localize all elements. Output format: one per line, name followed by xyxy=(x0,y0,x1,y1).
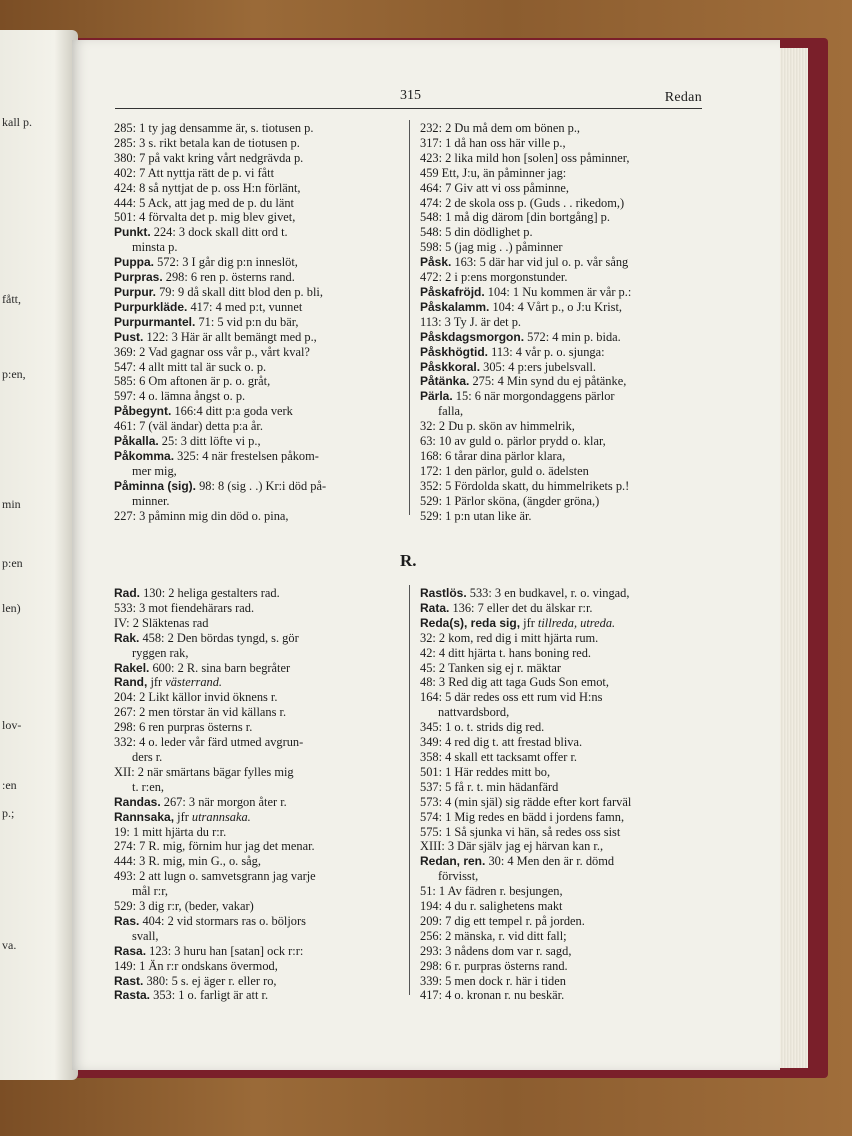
left-page-fragment: fått, xyxy=(2,292,21,306)
running-head xyxy=(115,86,702,109)
index-line xyxy=(114,780,404,795)
index-line xyxy=(420,404,710,419)
entry-text: 402: 7 Att nyttja rätt de p. vi fått xyxy=(114,165,275,180)
entry-text: svall, xyxy=(132,928,159,943)
index-line xyxy=(114,765,404,780)
index-line xyxy=(420,196,710,211)
headword: Pärla. xyxy=(420,389,453,404)
index-line xyxy=(114,196,404,211)
entry-text: 529: 1 Pärlor sköna, (ängder gröna,) xyxy=(420,493,600,508)
index-line xyxy=(420,225,710,240)
headword: Påkomma. xyxy=(114,448,175,463)
index-line xyxy=(114,181,404,196)
index-line xyxy=(420,586,710,601)
headword: Reda(s), reda sig, xyxy=(420,615,521,630)
running-head-word: Redan xyxy=(664,90,702,105)
index-line xyxy=(420,270,710,285)
index-line xyxy=(420,419,710,434)
index-line xyxy=(114,988,404,1003)
index-line xyxy=(420,616,710,631)
entry-text: 63: 10 av guld o. pärlor prydd o. klar, xyxy=(420,434,606,449)
index-line xyxy=(114,479,404,494)
entry-text: 104: 1 Nu kommen är vår p.: xyxy=(484,284,632,299)
entry-text: 298: 6 ren p. österns rand. xyxy=(162,270,295,285)
left-page-fragment: p:en xyxy=(2,556,23,570)
index-line xyxy=(114,210,404,225)
left-page-fragment: len) xyxy=(2,601,21,615)
entry-text: 424: 8 så nyttjat de p. oss H:n förlänt, xyxy=(114,180,301,195)
entry-text: 130: 2 heliga gestalters rad. xyxy=(140,586,280,600)
entry-text: 164: 5 där redes oss ett rum vid H:ns xyxy=(420,690,603,705)
index-line xyxy=(420,434,710,449)
index-line xyxy=(420,675,710,690)
entry-text: 573: 4 (min själ) sig rädde efter kort farväl xyxy=(420,794,632,809)
index-line xyxy=(420,839,710,854)
entry-text: 317: 1 då han oss här ville p., xyxy=(420,135,566,150)
index-line xyxy=(420,690,710,705)
index-line xyxy=(420,631,710,646)
index-line xyxy=(114,419,404,434)
top-left-column xyxy=(114,121,404,523)
entry-text: 275: 4 Min synd du ej påtänke, xyxy=(469,374,627,389)
index-line xyxy=(114,646,404,661)
entry-text: 123: 3 huru han [satan] ock r:r: xyxy=(146,943,304,958)
entry-text: 42: 4 ditt hjärta t. hans boning red. xyxy=(420,645,592,660)
headword: Påbegynt. xyxy=(114,404,172,419)
entry-text: 113: 4 vår p. o. sjunga: xyxy=(488,344,605,359)
entry-text: ryggen rak, xyxy=(132,645,189,660)
left-page-fragment: lov- xyxy=(2,718,22,732)
headword: Påskhögtid. xyxy=(420,344,489,359)
entry-text: 575: 1 Så sjunka vi hän, så redes oss sist xyxy=(420,824,621,839)
entry-text: 149: 1 Än r:r ondskans övermod, xyxy=(114,958,278,973)
index-line xyxy=(114,944,404,959)
index-line xyxy=(420,479,710,494)
index-line xyxy=(420,884,710,899)
entry-text: 267: 3 när morgon åter r. xyxy=(160,794,287,809)
headword: Rata. xyxy=(420,600,450,615)
left-page-fragment: p.; xyxy=(2,806,15,820)
entry-text: 32: 2 kom, red dig i mitt hjärta rum. xyxy=(420,630,599,645)
headword: Rastlös. xyxy=(420,586,467,600)
entry-text: 232: 2 Du må dem om bönen p., xyxy=(420,121,581,135)
index-line xyxy=(114,225,404,240)
entry-text: jfr xyxy=(174,809,192,824)
index-line xyxy=(420,494,710,509)
headword: Rakel. xyxy=(114,660,150,675)
index-line xyxy=(114,869,404,884)
entry-text: 339: 5 men dock r. här i tiden xyxy=(420,973,566,988)
index-line xyxy=(114,631,404,646)
entry-text: 285: 1 ty jag densamme är, s. tiotusen p. xyxy=(114,121,314,135)
left-page-fragment: p:en, xyxy=(2,367,26,381)
index-line xyxy=(420,464,710,479)
entry-text: 104: 4 Vårt p., o J:u Krist, xyxy=(489,299,623,314)
headword: Pust. xyxy=(114,329,144,344)
entry-text: 305: 4 p:ers jubelsvall. xyxy=(480,359,597,374)
entry-text: 51: 1 Av fädren r. besjungen, xyxy=(420,884,563,899)
index-line xyxy=(420,661,710,676)
index-line xyxy=(420,300,710,315)
index-line xyxy=(114,825,404,840)
headword: Rak. xyxy=(114,630,140,645)
index-line xyxy=(114,795,404,810)
index-line xyxy=(420,825,710,840)
index-line xyxy=(420,869,710,884)
index-line xyxy=(420,389,710,404)
headword: Rasa. xyxy=(114,943,147,958)
index-line xyxy=(420,974,710,989)
index-line xyxy=(114,675,404,690)
index-line xyxy=(420,765,710,780)
index-line xyxy=(420,285,710,300)
left-page-fragment: min xyxy=(2,497,21,511)
entry-text: 472: 2 i p:ens morgonstunder. xyxy=(420,270,568,285)
bottom-left-column xyxy=(114,586,404,1003)
index-line xyxy=(114,464,404,479)
entry-text: 325: 4 när frestelsen påkom- xyxy=(174,448,319,463)
entry-text: 163: 5 där har vid jul o. p. vår sång xyxy=(451,255,629,270)
entry-text: 533: 3 en budkavel, r. o. vingad, xyxy=(466,586,630,600)
entry-text: 227: 3 påminn mig din död o. pina, xyxy=(114,508,289,523)
entry-text: 353: 1 o. farligt är att r. xyxy=(150,988,269,1003)
index-line xyxy=(114,121,404,136)
headword: Puppa. xyxy=(114,255,155,270)
headword: Rad. xyxy=(114,586,141,600)
headword: Rasta. xyxy=(114,988,151,1003)
entry-text: 529: 1 p:n utan like är. xyxy=(420,508,532,523)
index-line xyxy=(420,780,710,795)
headword: Purpras. xyxy=(114,270,163,285)
entry-text: 194: 4 du r. salighetens makt xyxy=(420,899,563,914)
column-divider-bottom xyxy=(409,585,410,995)
index-line xyxy=(114,661,404,676)
entry-text: 459 Ett, J:u, än påminner jag: xyxy=(420,165,567,180)
index-line xyxy=(114,270,404,285)
entry-text: 574: 1 Mig redes en bädd i jordens famn, xyxy=(420,809,625,824)
entry-text: 598: 5 (jag mig . .) påminner xyxy=(420,240,563,255)
entry-text: 444: 5 Ack, att jag med de p. du länt xyxy=(114,195,294,210)
index-line xyxy=(114,884,404,899)
index-line xyxy=(420,988,710,1003)
entry-text: minsta p. xyxy=(132,240,178,255)
entry-text: XIII: 3 Där själv jag ej härvan kan r., xyxy=(420,839,604,854)
index-line xyxy=(114,720,404,735)
index-line xyxy=(420,735,710,750)
headword: Redan, ren. xyxy=(420,854,486,869)
entry-text: 256: 2 mänska, r. vid ditt fall; xyxy=(420,928,567,943)
entry-text: nattvardsbord, xyxy=(438,705,510,720)
index-line xyxy=(114,616,404,631)
index-line xyxy=(114,300,404,315)
cross-reference: utrannsaka. xyxy=(191,809,251,824)
entry-text: 25: 3 ditt löfte vi p., xyxy=(158,434,261,449)
index-line xyxy=(420,181,710,196)
index-line xyxy=(420,854,710,869)
entry-text: 209: 7 dig ett tempel r. på jorden. xyxy=(420,913,585,928)
left-page xyxy=(0,30,78,1080)
index-line xyxy=(114,810,404,825)
index-line xyxy=(114,345,404,360)
index-line xyxy=(420,750,710,765)
headword: Påminna (sig). xyxy=(114,478,197,493)
entry-text: 285: 3 s. rikt betala kan de tiotusen p. xyxy=(114,135,300,150)
entry-text: 79: 9 då skall ditt blod den p. bli, xyxy=(156,284,323,299)
index-line xyxy=(420,374,710,389)
entry-text: 15: 6 när morgondaggens pärlor xyxy=(452,389,615,404)
entry-text: 71: 5 vid p:n du bär, xyxy=(195,314,299,329)
entry-text: 464: 7 Giv att vi oss påminne, xyxy=(420,180,570,195)
index-line xyxy=(420,136,710,151)
column-divider-top xyxy=(409,120,410,515)
top-right-column xyxy=(420,121,710,523)
index-line xyxy=(420,449,710,464)
entry-text: 548: 1 må dig därom [din bortgång] p. xyxy=(420,210,610,225)
index-line xyxy=(420,601,710,616)
index-line xyxy=(114,705,404,720)
entry-text: 444: 3 R. mig, min G., o. såg, xyxy=(114,854,261,869)
entry-text: 345: 1 o. t. strids dig red. xyxy=(420,720,545,735)
index-line xyxy=(420,705,710,720)
index-line xyxy=(114,839,404,854)
index-line xyxy=(114,136,404,151)
index-line xyxy=(420,360,710,375)
headword: Rand, xyxy=(114,675,148,690)
entry-text: 369: 2 Vad gagnar oss vår p., vårt kval? xyxy=(114,344,310,359)
index-line xyxy=(420,899,710,914)
headword: Påskalamm. xyxy=(420,299,490,314)
headword: Påskafröjd. xyxy=(420,284,485,299)
index-line xyxy=(420,240,710,255)
entry-text: 417: 4 med p:t, vunnet xyxy=(187,299,303,314)
bottom-right-column xyxy=(420,586,710,1003)
entry-text: t. r:en, xyxy=(132,779,164,794)
entry-text: 458: 2 Den bördas tyngd, s. gör xyxy=(139,630,299,645)
index-line xyxy=(420,929,710,944)
headword: Påkalla. xyxy=(114,434,159,449)
page-number: 315 xyxy=(400,88,421,103)
headword: Purpurkläde. xyxy=(114,299,188,314)
entry-text: IV: 2 Släktenas rad xyxy=(114,615,209,630)
index-line xyxy=(420,345,710,360)
entry-text: 30: 4 Men den är r. dömd xyxy=(485,854,615,869)
entry-text: 168: 6 tårar dina pärlor klara, xyxy=(420,448,566,463)
index-line xyxy=(114,601,404,616)
index-line xyxy=(420,944,710,959)
entry-text: 501: 1 Här reddes mitt bo, xyxy=(420,764,551,779)
index-line xyxy=(114,389,404,404)
index-line xyxy=(114,374,404,389)
index-line xyxy=(114,315,404,330)
entry-text: falla, xyxy=(438,404,464,419)
entry-text: 529: 3 dig r:r, (beder, vakar) xyxy=(114,899,254,914)
entry-text: 204: 2 Likt källor invid öknens r. xyxy=(114,690,278,705)
index-line xyxy=(114,735,404,750)
headword: Randas. xyxy=(114,794,161,809)
entry-text: XII: 2 när smärtans bägar fylles mig xyxy=(114,764,294,779)
entry-text: 533: 3 mot fiendehärars rad. xyxy=(114,600,255,615)
entry-text: 380: 5 s. ej äger r. eller ro, xyxy=(143,973,277,988)
entry-text: 474: 2 de skola oss p. (Guds . . rikedom,) xyxy=(420,195,625,210)
entry-text: 349: 4 red dig t. att frestad bliva. xyxy=(420,735,583,750)
index-line xyxy=(420,720,710,735)
index-line xyxy=(114,404,404,419)
headword: Rast. xyxy=(114,973,144,988)
entry-text: 423: 2 lika mild hon [solen] oss påminner, xyxy=(420,150,630,165)
entry-text: 224: 3 dock skall ditt ord t. xyxy=(150,225,288,240)
entry-text: 298: 6 ren purpras österns r. xyxy=(114,720,253,735)
index-line xyxy=(114,899,404,914)
entry-text: 493: 2 att lugn o. samvetsgrann jag varje xyxy=(114,869,316,884)
headword: Påsk. xyxy=(420,255,452,270)
index-line xyxy=(114,690,404,705)
entry-text: 274: 7 R. mig, förnim hur jag det menar. xyxy=(114,839,315,854)
headword: Purpurmantel. xyxy=(114,314,196,329)
entry-text: 172: 1 den pärlor, guld o. ädelsten xyxy=(420,463,589,478)
index-line xyxy=(420,810,710,825)
cross-reference: tillreda, utreda. xyxy=(537,615,616,630)
index-line xyxy=(420,330,710,345)
entry-text: 32: 2 Du p. skön av himmelrik, xyxy=(420,419,575,434)
index-line xyxy=(420,795,710,810)
entry-text: 352: 5 Fördolda skatt, du himmelrikets p.! xyxy=(420,478,630,493)
entry-text: ders r. xyxy=(132,749,163,764)
index-line xyxy=(420,121,710,136)
entry-text: 417: 4 o. kronan r. nu beskär. xyxy=(420,988,565,1003)
entry-text: 404: 2 vid stormars ras o. böljors xyxy=(139,913,306,928)
entry-text: 267: 2 men törstar än vid källans r. xyxy=(114,705,287,720)
index-line xyxy=(420,509,710,524)
entry-text: 166:4 ditt p:a goda verk xyxy=(171,404,293,419)
entry-text: 136: 7 eller det du älskar r:r. xyxy=(449,600,593,615)
entry-text: 547: 4 allt mitt tal är suck o. p. xyxy=(114,359,267,374)
index-line xyxy=(420,914,710,929)
index-line xyxy=(114,434,404,449)
index-line xyxy=(114,974,404,989)
entry-text: 298: 6 r. purpras österns rand. xyxy=(420,958,568,973)
entry-text: 537: 5 få r. t. min hädanfärd xyxy=(420,779,559,794)
entry-text: 122: 3 Här är allt bemängt med p., xyxy=(143,329,317,344)
section-letter: R. xyxy=(400,551,417,570)
entry-text: 293: 3 nådens dom var r. sagd, xyxy=(420,943,572,958)
index-line xyxy=(114,914,404,929)
index-line xyxy=(420,166,710,181)
entry-text: 597: 4 o. lämna ångst o. p. xyxy=(114,389,246,404)
index-line xyxy=(114,854,404,869)
entry-text: 45: 2 Tanken sig ej r. mäktar xyxy=(420,660,562,675)
index-line xyxy=(114,509,404,524)
index-line xyxy=(114,151,404,166)
entry-text: jfr xyxy=(147,675,166,690)
index-line xyxy=(114,750,404,765)
entry-text: 461: 7 (väl ändar) detta p:a år. xyxy=(114,419,263,434)
entry-text: jfr xyxy=(520,615,538,630)
left-page-fragment: va. xyxy=(2,938,17,952)
index-line xyxy=(420,151,710,166)
headword: Rannsaka, xyxy=(114,809,175,824)
entry-text: 48: 3 Red dig att taga Guds Son emot, xyxy=(420,675,609,690)
entry-text: 358: 4 skall ett tacksamt offer r. xyxy=(420,749,578,764)
headword: Påskkoral. xyxy=(420,359,481,374)
entry-text: 572: 3 I går dig p:n inneslöt, xyxy=(154,255,298,270)
left-page-fragment: kall p. xyxy=(2,115,32,129)
entry-text: 501: 4 förvalta det p. mig blev givet, xyxy=(114,210,296,225)
index-line xyxy=(114,449,404,464)
index-line xyxy=(114,360,404,375)
index-line xyxy=(420,315,710,330)
headword: Purpur. xyxy=(114,284,157,299)
entry-text: 332: 4 o. leder vår färd utmed avgrun- xyxy=(114,735,304,750)
entry-text: mer mig, xyxy=(132,463,177,478)
entry-text: 572: 4 min p. bida. xyxy=(524,329,621,344)
index-line xyxy=(114,240,404,255)
index-line xyxy=(114,330,404,345)
entry-text: 113: 3 Ty J. är det p. xyxy=(420,314,521,329)
entry-text: 600: 2 R. sina barn begråter xyxy=(149,660,291,675)
entry-text: minner. xyxy=(132,493,170,508)
index-line xyxy=(420,210,710,225)
index-line xyxy=(114,285,404,300)
entry-text: mål r:r, xyxy=(132,884,168,899)
index-line xyxy=(114,929,404,944)
entry-text: 19: 1 mitt hjärta du r:r. xyxy=(114,824,227,839)
index-line xyxy=(114,494,404,509)
entry-text: förvisst, xyxy=(438,869,479,884)
index-line xyxy=(420,959,710,974)
headword: Ras. xyxy=(114,913,140,928)
headword: Punkt. xyxy=(114,225,151,240)
index-line xyxy=(420,255,710,270)
index-line xyxy=(114,255,404,270)
headword: Påskdagsmorgon. xyxy=(420,329,525,344)
entry-text: 548: 5 din dödlighet p. xyxy=(420,225,533,240)
index-line xyxy=(114,959,404,974)
entry-text: 380: 7 på vakt kring vårt nedgrävda p. xyxy=(114,150,304,165)
entry-text: 98: 8 (sig . .) Kr:i död på- xyxy=(196,478,327,493)
index-line xyxy=(114,166,404,181)
index-line xyxy=(420,646,710,661)
index-line xyxy=(114,586,404,601)
headword: Påtänka. xyxy=(420,374,470,389)
entry-text: 585: 6 Om aftonen är p. o. gråt, xyxy=(114,374,271,389)
cross-reference: västerrand. xyxy=(165,675,223,690)
left-page-fragment: :en xyxy=(2,778,17,792)
